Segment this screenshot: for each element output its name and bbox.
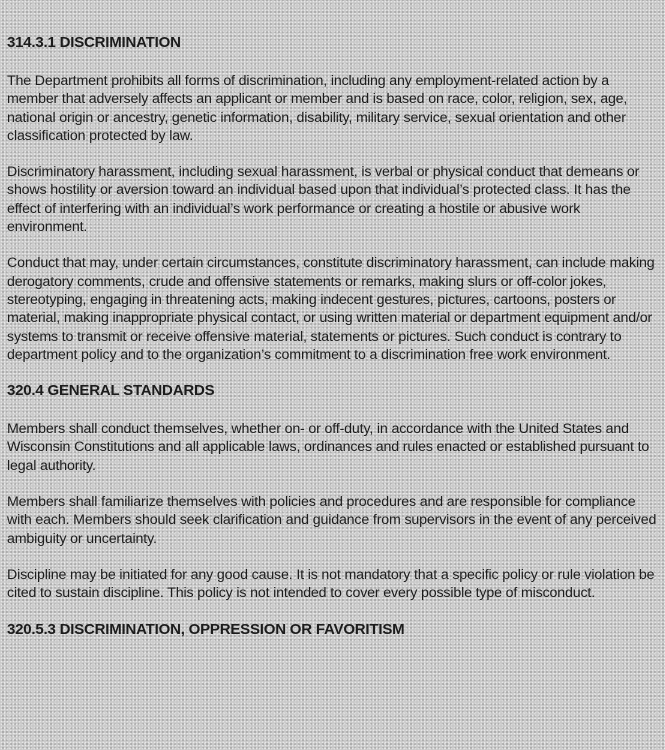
paragraph-policy-familiarity: Members shall familiarize themselves with policies and procedures and are responsible for compliance with each. Members should seek clarification and guidance from supervisors in the event of any perceived ambiguity or uncertainty. [7, 494, 657, 547]
section-heading-discrimination: 314.3.1 DISCRIMINATION [7, 34, 181, 51]
section-heading-general-standards: 320.4 GENERAL STANDARDS [7, 382, 215, 400]
paragraph-conduct-standards: Members shall conduct themselves, whether on- or off-duty, in accordance with the United States and Wisconsin Constitutions and all applicable laws, ordinances and rules enacted or established pursuant to legal authority. [7, 421, 650, 474]
paragraph-prohibits-discrimination: The Department prohibits all forms of discrimination, including any employment-related action by a member that adversely affects an applicant or member and is based on race, color, religion, sex, age, national origin or ancestry, genetic information, disability, military service, sexual orientation and other classification protected by law. [7, 73, 628, 144]
paragraph-harassment-conduct: Conduct that may, under certain circumstances, constitute discriminatory harassment, can include making derogatory comments, crude and offensive statements or remarks, making slurs or off-color jokes, stereotyping, engaging in threatening acts, making indecent gestures, pictures, cartoons, posters or material, making inappropriate physical contact, or using written material or department equipment and/or systems to transmit or receive offensive material, statements or pictures. Such conduct is contrary to department policy and to the organization’s commitment to a discrimination free work environment. [7, 255, 655, 363]
section-heading-oppression-favoritism: 320.5.3 DISCRIMINATION, OPPRESSION OR FAVORITISM [7, 620, 405, 638]
paragraph-discriminatory-harassment: Discriminatory harassment, including sexual harassment, is verbal or physical conduct that demeans or shows hostility or aversion toward an individual based upon that individual’s protected class. It has the effect of interfering with an individual’s work performance or creating a hostile or abusive work environment. [7, 164, 640, 236]
paragraph-discipline-cause: Discipline may be initiated for any good cause. It is not mandatory that a specific policy or rule violation be cited to sustain discipline. This policy is not intended to cover every possible type of misconduct. [7, 566, 655, 602]
